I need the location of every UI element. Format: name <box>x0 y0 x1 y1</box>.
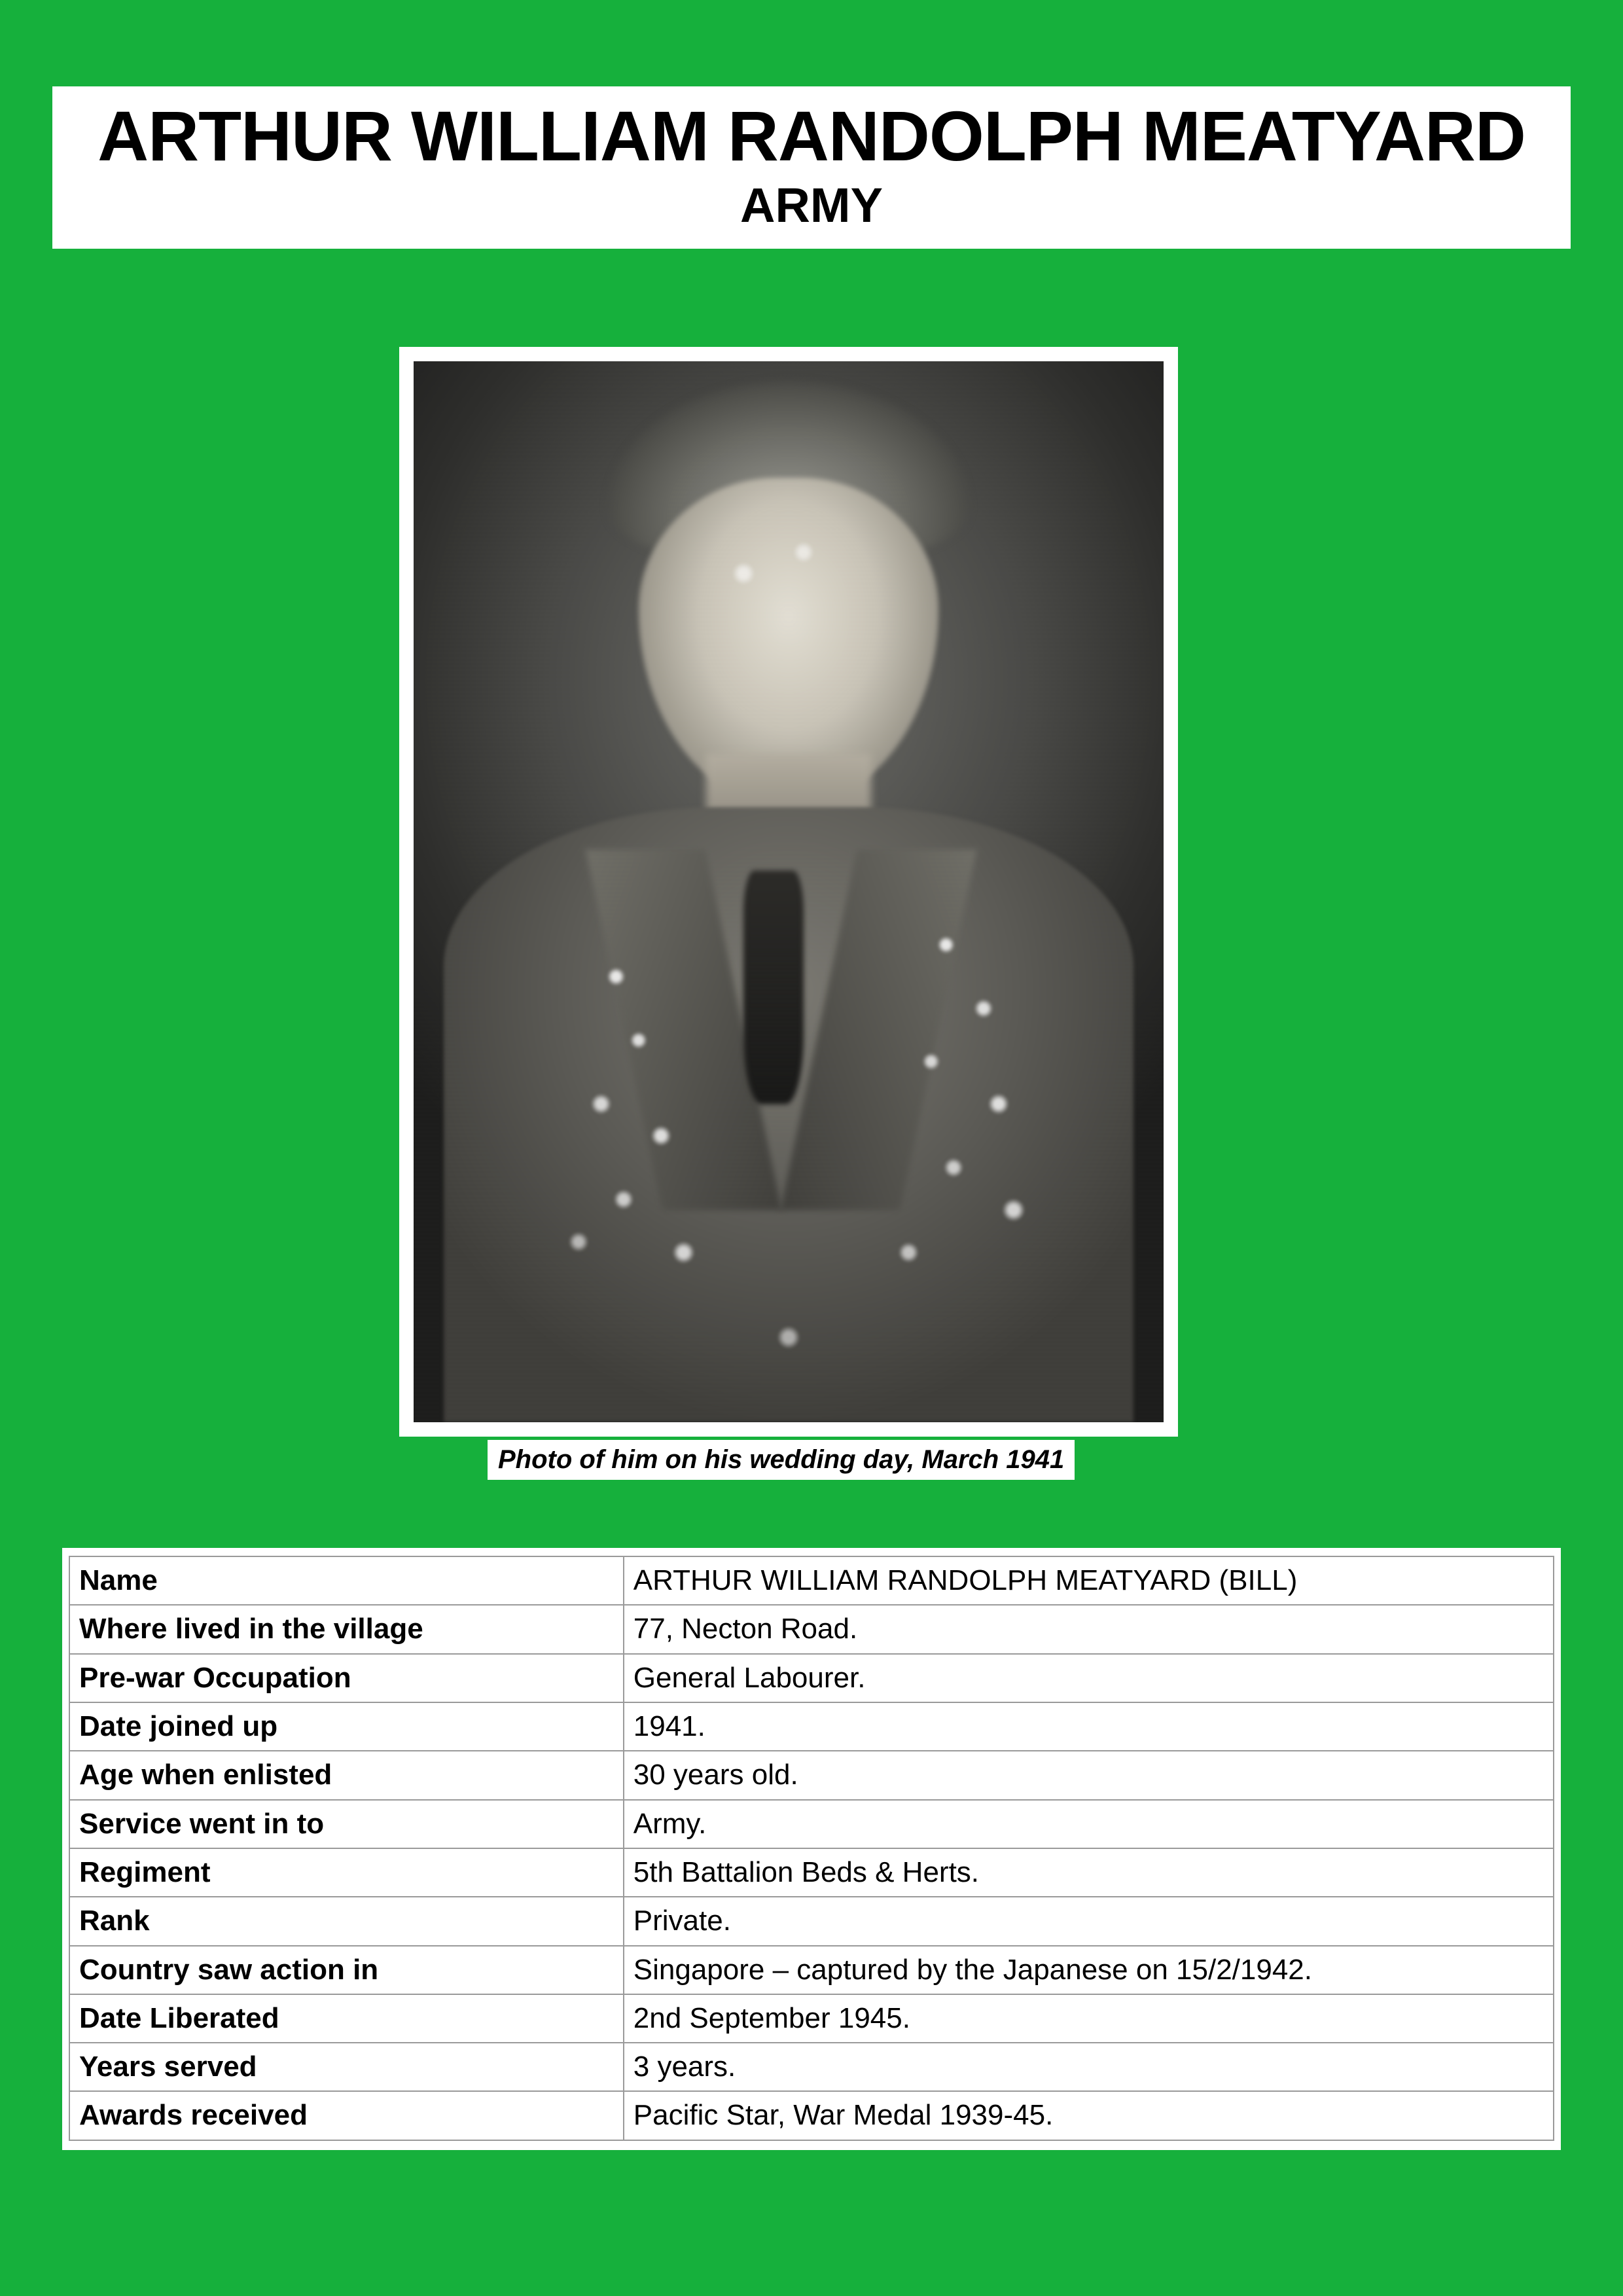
details-table <box>69 1556 1554 2141</box>
table-row <box>69 2043 1554 2091</box>
table-row <box>69 1897 1554 1945</box>
row-value: 5th Battalion Beds & Herts. <box>624 1848 1554 1897</box>
row-value: General Labourer. <box>624 1654 1554 1702</box>
photo-grain <box>414 361 1164 1422</box>
row-value: Private. <box>624 1897 1554 1945</box>
table-row <box>69 1556 1554 1605</box>
row-value: 3 years. <box>624 2043 1554 2091</box>
row-label: Date Liberated <box>69 1994 624 2043</box>
photo-caption: Photo of him on his wedding day, March 1941 <box>488 1440 1075 1480</box>
row-value: 77, Necton Road. <box>624 1605 1554 1653</box>
row-value: Pacific Star, War Medal 1939-45. <box>624 2091 1554 2140</box>
portrait-photo <box>414 361 1164 1422</box>
row-value: Army. <box>624 1800 1554 1848</box>
row-value: 30 years old. <box>624 1751 1554 1799</box>
table-row <box>69 1848 1554 1897</box>
row-value: 2nd September 1945. <box>624 1994 1554 2043</box>
details-table-body <box>69 1556 1554 2140</box>
details-table-panel <box>62 1548 1561 2150</box>
row-label: Regiment <box>69 1848 624 1897</box>
row-label: Where lived in the village <box>69 1605 624 1653</box>
table-row <box>69 1605 1554 1653</box>
row-label: Service went in to <box>69 1800 624 1848</box>
table-row <box>69 1654 1554 1702</box>
table-row <box>69 1702 1554 1751</box>
row-label: Date joined up <box>69 1702 624 1751</box>
row-value: Singapore – captured by the Japanese on 15/2/1942. <box>624 1946 1554 1994</box>
row-label: Pre-war Occupation <box>69 1654 624 1702</box>
page-subtitle: ARMY <box>740 177 883 232</box>
row-label: Name <box>69 1556 624 1605</box>
table-row <box>69 2091 1554 2140</box>
table-row <box>69 1751 1554 1799</box>
row-label: Years served <box>69 2043 624 2091</box>
row-value: ARTHUR WILLIAM RANDOLPH MEATYARD (BILL) <box>624 1556 1554 1605</box>
row-label: Rank <box>69 1897 624 1945</box>
row-label: Awards received <box>69 2091 624 2140</box>
row-label: Country saw action in <box>69 1946 624 1994</box>
row-label: Age when enlisted <box>69 1751 624 1799</box>
page-title: ARTHUR WILLIAM RANDOLPH MEATYARD <box>98 96 1525 175</box>
table-row <box>69 1800 1554 1848</box>
table-row <box>69 1994 1554 2043</box>
photo-frame <box>399 347 1178 1437</box>
title-block <box>52 86 1571 249</box>
row-value: 1941. <box>624 1702 1554 1751</box>
table-row <box>69 1946 1554 1994</box>
